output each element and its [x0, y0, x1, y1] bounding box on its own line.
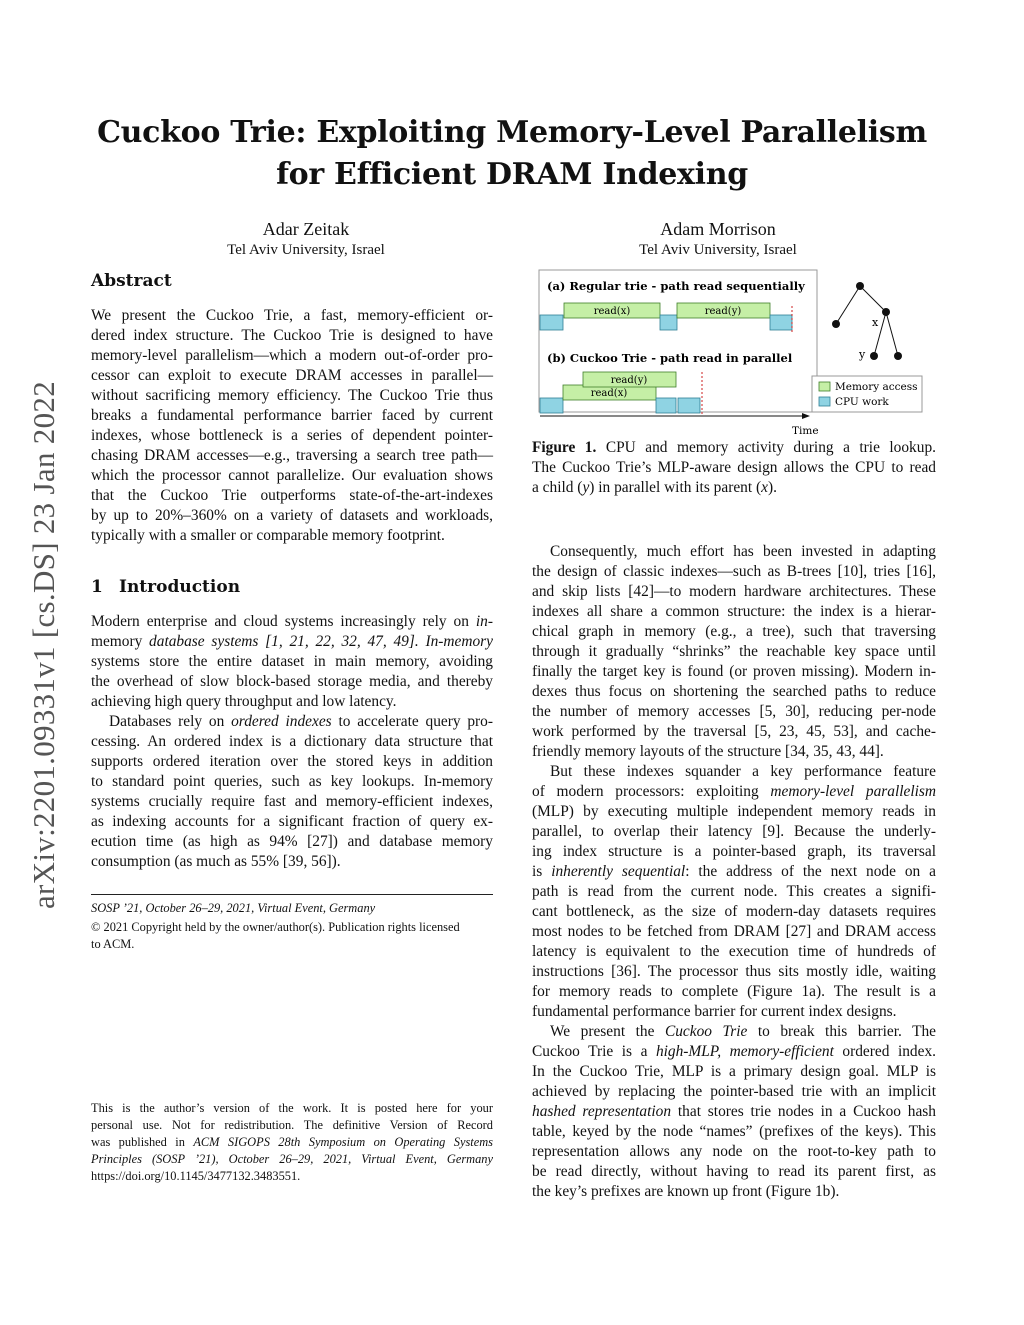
text-line: indexes, whose bottleneck is a series of dependent pointer-: [91, 427, 493, 444]
text-line: https://doi.org/10.1145/3477132.3483551.: [91, 1169, 301, 1183]
text-line: The Cuckoo Trie’s MLP-aware design allows the CPU to read: [532, 459, 936, 476]
text-line: finally the target key is found (or proven missing). Modern in-: [532, 663, 936, 680]
emphasis: ordered indexes: [231, 713, 332, 730]
text-line: path is read from the current node. This creates a signifi-: [532, 883, 936, 900]
text-line: the number of memory accesses [5, 30], reducing per-node: [532, 703, 936, 720]
text-line: In the Cuckoo Trie, MLP is a primary design goal. MLP is: [532, 1063, 936, 1080]
text-line: [532, 782, 936, 802]
text-span: ).: [767, 479, 777, 496]
text-span: memory: [91, 633, 143, 650]
text-line: work performed by the traversal [5, 23, 45, 53], and cache-: [532, 723, 936, 740]
text-line: indexes all share a common structure: the index is a hierar-: [532, 603, 936, 620]
text-line: (MLP) by executing multiple independent memory reads in: [532, 803, 936, 820]
text-line: chasing DRAM accesses—e.g., traversing a search tree path—: [91, 447, 493, 464]
figure-1: [538, 268, 938, 440]
text-span: Databases rely on: [109, 713, 232, 730]
text-line: the design of classic indexes—such as B-trees [10], tries [16],: [532, 563, 936, 580]
time-axis-arrow: [802, 413, 810, 419]
author-affiliation: Tel Aviv University, Israel: [639, 242, 797, 258]
text-span: of modern processors: exploiting: [532, 783, 771, 800]
text-line: [91, 712, 493, 732]
text-span: that stores trie nodes in a Cuckoo hash: [671, 1103, 936, 1120]
author-block-2: [568, 218, 868, 260]
intro-body: [91, 612, 493, 872]
author-block-1: [156, 218, 456, 260]
panel-a-label: (a) Regular trie - path read sequentially: [547, 279, 805, 293]
figure-legend: [812, 376, 922, 412]
text-line: personal use. Not for redistribution. The definitive Version of Record: [91, 1118, 493, 1132]
paragraph: [91, 712, 493, 872]
text-line: [91, 632, 493, 652]
cpu-work-bar: [540, 315, 563, 330]
abstract-heading: Abstract: [91, 271, 172, 291]
text-line: But these indexes squander a key performance feature: [550, 763, 936, 780]
left-column: [91, 270, 493, 872]
emphasis: x: [761, 479, 768, 496]
intro-heading: [91, 576, 493, 598]
section-number: 1: [91, 577, 103, 597]
paragraph: [532, 1022, 936, 1202]
text-line: chical graph in memory (e.g., a tree), such that traversing: [532, 623, 936, 640]
legend-cpu-swatch: [819, 397, 830, 406]
text-line: table, keyed by the node “names” (prefixes of the keys). This: [532, 1123, 936, 1140]
author-affiliation: Tel Aviv University, Israel: [227, 242, 385, 258]
cpu-work-bar: [660, 315, 677, 330]
tree-node: [832, 320, 840, 328]
text-line: which the processor cannot parallelize. Our evaluation shows: [91, 467, 493, 484]
emphasis: inherently sequential: [551, 863, 686, 880]
section-title: Introduction: [119, 577, 241, 597]
abstract-body: [91, 306, 493, 546]
emphasis: memory-level parallelism: [770, 783, 936, 800]
text-line: ecution time (as high as 94% [27]) and database memory: [91, 833, 493, 850]
read-y-label: read(y): [704, 306, 742, 317]
footnote-rule: [91, 894, 493, 895]
read-x-label: read(x): [593, 306, 631, 317]
text-span: We present the: [550, 1023, 665, 1040]
author-name: Adam Morrison: [660, 219, 776, 239]
text-line: supports ordered iteration over the stored keys in addition: [91, 753, 493, 770]
emphasis: hashed representation: [532, 1103, 672, 1120]
venue-line: SOSP ’21, October 26–29, 2021, Virtual Event, Germany: [91, 901, 376, 915]
cpu-work-bar: [656, 398, 676, 413]
text-line: systems crucially require fast and memory-efficient indexes,: [91, 793, 493, 810]
text-line: dexes thus focus on shortening the searched paths to reduce: [532, 683, 936, 700]
text-line: latency is equivalent to the execution time of hundreds of: [532, 943, 936, 960]
text-line: cessing. An ordered index is a dictionary data structure that: [91, 733, 493, 750]
text-line: [532, 1042, 936, 1062]
text-line: the key’s prefixes are known up front (Figure 1b).: [532, 1183, 840, 1200]
emphasis: in-: [475, 613, 493, 630]
time-label: Time: [792, 425, 819, 437]
cpu-work-bar: [770, 315, 792, 330]
cpu-work-bar: [678, 398, 700, 413]
text-line: [532, 1102, 936, 1122]
text-line: We present the Cuckoo Trie, a fast, memory-efficient or-: [91, 307, 493, 324]
author-version-note: [91, 1100, 493, 1185]
copyright-line: © 2021 Copyright held by the owner/author(s). Publication rights licensed: [91, 920, 460, 934]
paragraph: [532, 542, 936, 762]
text-span: Cuckoo Trie is a: [532, 1043, 656, 1060]
text-line: for memory reads to complete (Figure 1a). The result is a: [532, 983, 936, 1000]
text-line: as indexing accounts for a significant fraction of query ex-: [91, 813, 493, 830]
author-name: Adar Zeitak: [262, 219, 350, 239]
text-line: instructions [36]. The processor thus sits mostly idle, waiting: [532, 963, 936, 980]
emphasis: ACM SIGOPS 28th Symposium on Operating Systems: [193, 1135, 493, 1149]
cpu-work-bar: [540, 398, 563, 413]
panel-b-label: (b) Cuckoo Trie - path read in parallel: [547, 351, 793, 365]
text-line: breaks a fundamental performance barrier faced by current: [91, 407, 493, 424]
copyright-line: to ACM.: [91, 937, 135, 951]
legend-cpu-label: CPU work: [835, 396, 889, 408]
text-line: be read directly, without having to read its parent first, as: [532, 1163, 936, 1180]
text-span: : the address of the next node on a: [685, 863, 936, 880]
title-line-2: for Efficient DRAM Indexing: [276, 157, 748, 192]
text-line: [91, 1134, 493, 1151]
emphasis: Cuckoo Trie: [664, 1023, 748, 1040]
node-y-label: y: [859, 348, 866, 361]
caption-label: Figure 1.: [532, 439, 597, 456]
copyright-notice: [91, 900, 493, 953]
text-line: [91, 1151, 493, 1168]
text-line: memory-level parallelism—which a modern out-of-order pro-: [91, 347, 493, 364]
text-line: by up to 20%–360% on a variety of datasets and workloads,: [91, 507, 493, 524]
text-line: Consequently, much effort has been invested in adapting: [550, 543, 936, 560]
text-line: [532, 1022, 936, 1042]
text-line: to standard point queries, such as key lookups. In-memory: [91, 773, 493, 790]
text-line: the overhead of slow block-based storage media, and thereby: [91, 673, 493, 690]
text-line: friendly memory layouts of the structure [34, 35, 43, 44].: [532, 743, 884, 760]
emphasis: Principles (SOSP ’21), October 26–29, 2021, Virtual Event, Germany: [91, 1152, 493, 1166]
text-line: This is the author’s version of the work. It is posted here for your: [91, 1101, 493, 1115]
node-x-label: x: [872, 316, 879, 329]
text-span: a child (: [532, 479, 583, 496]
text-line: achieving high query throughput and low latency.: [91, 693, 397, 710]
text-line: systems store the entire dataset in main memory, avoiding: [91, 653, 493, 670]
text-line: [91, 612, 493, 632]
text-line: that the Cuckoo Trie outperforms state-of-the-art-indexes: [91, 487, 493, 504]
trie-diagram: [832, 282, 902, 361]
title-line-1: Cuckoo Trie: Exploiting Memory-Level Parallelism: [97, 115, 927, 150]
tree-node: [870, 352, 878, 360]
paragraph: [91, 612, 493, 712]
text-span: to accelerate query pro-: [331, 713, 493, 730]
text-span: is: [532, 863, 552, 880]
text-line: cessor can exploit to execute DRAM accesses in parallel—: [91, 367, 493, 384]
text-line: achieved by replacing the pointer-based trie with an implicit: [532, 1083, 936, 1100]
legend-memory-label: Memory access: [835, 381, 918, 393]
arxiv-stamp: arXiv:2201.09331v1 [cs.DS] 23 Jan 2022: [26, 380, 61, 910]
text-line: [532, 438, 936, 458]
read-x-label: read(x): [590, 388, 628, 399]
text-span: ) in parallel with its parent (: [589, 479, 762, 496]
paragraph: [532, 762, 936, 1022]
right-column: [532, 542, 936, 1202]
tree-node: [882, 308, 890, 316]
text-span: CPU and memory activity during a trie lookup.: [596, 439, 936, 456]
timeline-a: [539, 303, 792, 334]
legend-memory-swatch: [819, 382, 830, 391]
text-span: Modern enterprise and cloud systems increasingly rely on: [91, 613, 476, 630]
text-line: through it gradually “shrinks” the reachable key space until: [532, 643, 936, 660]
text-line: [532, 478, 936, 498]
text-span: to break this barrier. The: [747, 1023, 937, 1040]
text-span: was published in: [91, 1135, 194, 1149]
text-line: without sacrificing memory efficiency. The Cuckoo Trie thus: [91, 387, 493, 404]
read-y-label: read(y): [610, 375, 648, 386]
text-line: parallel, to overlap their latency [9]. Because the underly-: [532, 823, 936, 840]
timeline-b: [540, 372, 702, 416]
tree-node-root: [856, 282, 864, 290]
text-line: most nodes to be fetched from DRAM [27] and DRAM access: [532, 923, 936, 940]
text-line: and skip lists [42]—to modern hardware architectures. These: [532, 583, 936, 600]
text-line: ing index structure is a pointer-based graph, its traversal: [532, 843, 936, 860]
text-line: typically with a smaller or comparable memory footprint.: [91, 527, 445, 544]
text-line: fundamental performance barrier for current index designs.: [532, 1003, 897, 1020]
figure-caption: [532, 438, 936, 498]
emphasis: high-MLP, memory-efficient: [655, 1043, 834, 1060]
text-line: cant bottleneck, as the size of modern-day datasets requires: [532, 903, 936, 920]
emphasis: y: [582, 479, 590, 496]
text-line: dered index structure. The Cuckoo Trie is designed to have: [91, 327, 493, 344]
emphasis: database systems [1, 21, 22, 32, 47, 49]. In-memory: [142, 633, 493, 650]
tree-node: [894, 352, 902, 360]
text-line: representation allows any node on the root-to-key path to: [532, 1143, 936, 1160]
text-line: [532, 862, 936, 882]
text-span: ordered index.: [833, 1043, 936, 1060]
text-line: consumption (as much as 55% [39, 56]).: [91, 853, 341, 870]
paper-title: [60, 112, 964, 196]
